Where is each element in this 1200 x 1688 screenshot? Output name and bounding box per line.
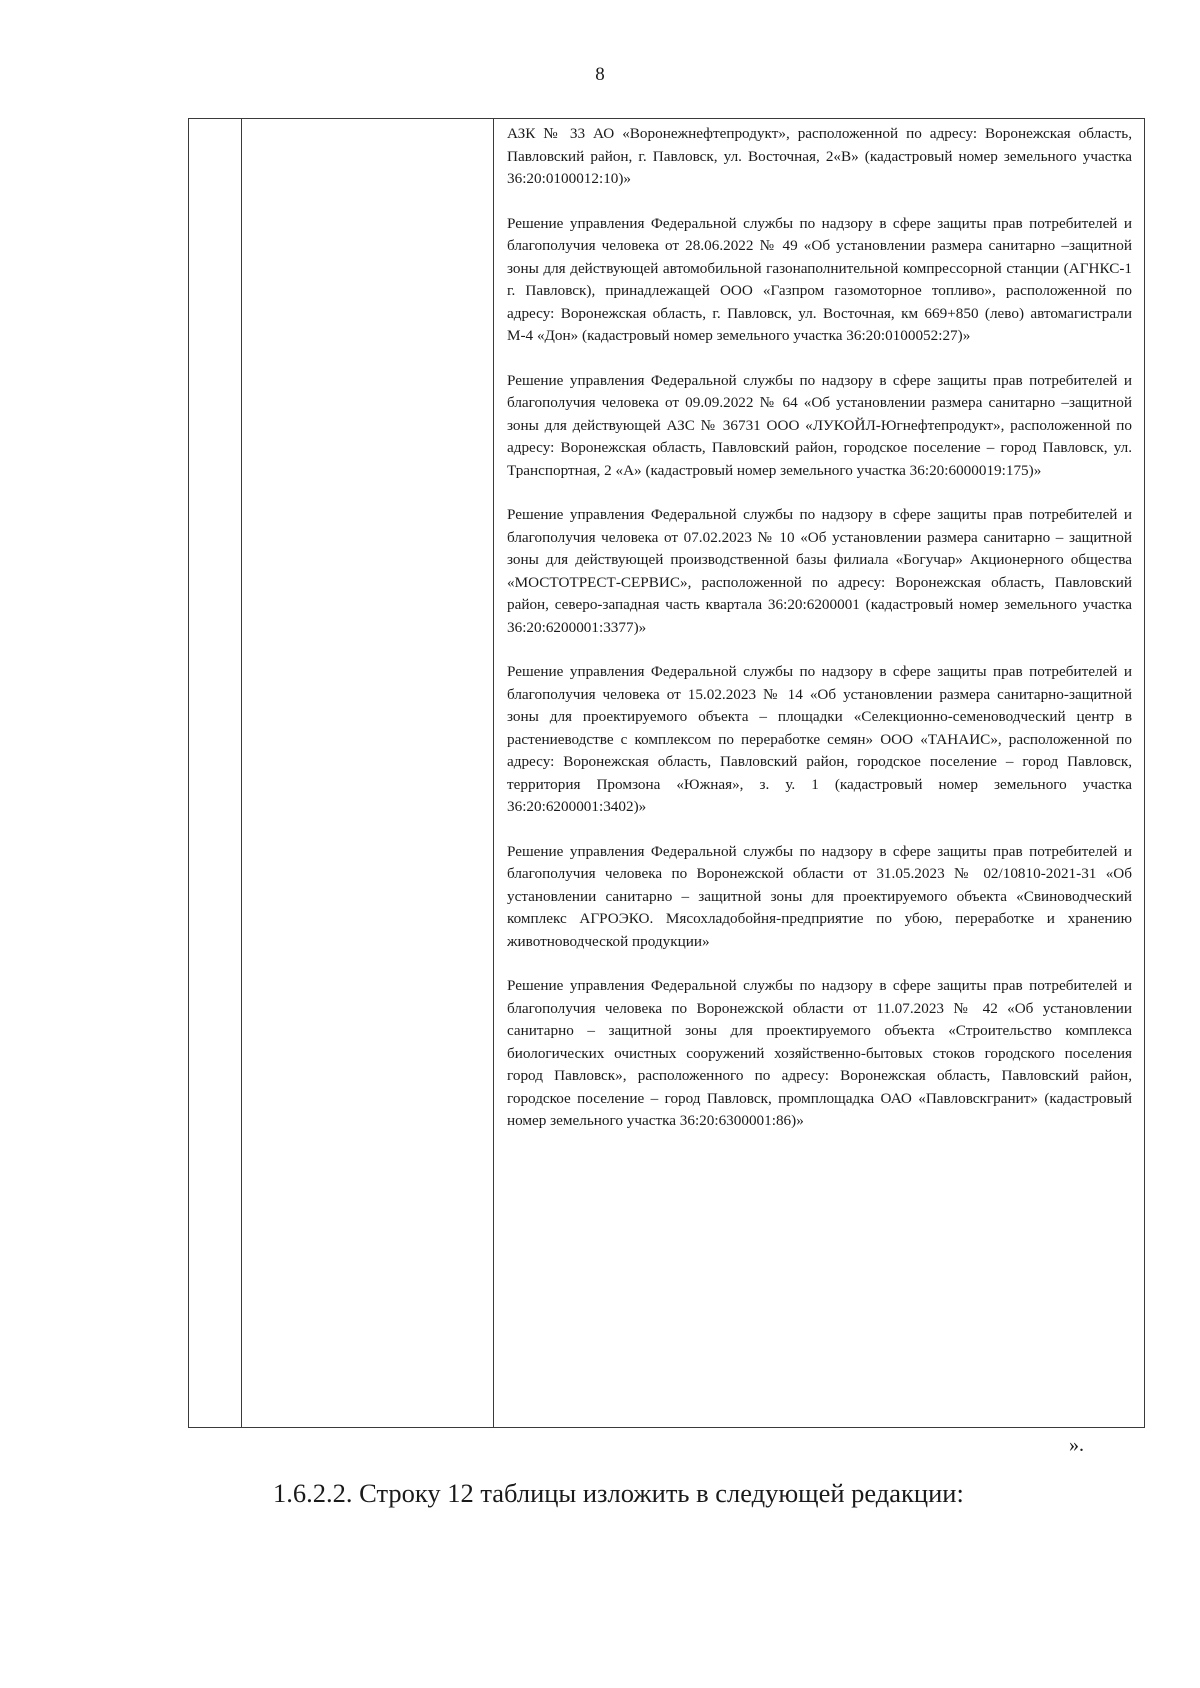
table-column-divider <box>241 119 242 1427</box>
table-cell-decisions <box>507 123 1132 1133</box>
amendment-instruction: 1.6.2.2. Строку 12 таблицы изложить в следующей редакции: <box>273 1478 964 1508</box>
document-table <box>188 118 1145 1428</box>
table-column-divider <box>493 119 494 1427</box>
page-number: 8 <box>595 64 605 85</box>
decision-paragraph: Решение управления Федеральной службы по надзору в сфере защиты прав потребителей и благополучия человека по Воронежской области от 31.05.2023 № 02/10810-2021-31 «Об установлении санитарно – защитной зоны для проектируемого объекта «Свиноводческий комплекс АГРОЭКО. Мясохладобойня-предприятие по убою, переработке и хранению животноводческой продукции» <box>507 842 1132 950</box>
decision-paragraph: Решение управления Федеральной службы по надзору в сфере защиты прав потребителей и благополучия человека от 07.02.2023 № 10 «Об установлении размера санитарно – защитной зоны для действующей производственной базы филиала «Богучар» Акционерного общества «МОСТОТРЕСТ-СЕРВИС», расположенной по адресу: Воронежская область, Павловский район, северо-западная часть квартала 36:20:6200001 (кадастровый номер земельного участка 36:20:6200001:3377)» <box>507 506 1132 636</box>
closing-quote-mark: ». <box>1069 1434 1084 1456</box>
decision-paragraph: Решение управления Федеральной службы по надзору в сфере защиты прав потребителей и благополучия человека от 28.06.2022 № 49 «Об установлении размера санитарно –защитной зоны для действующей автомобильной газонаполнительной компрессорной станции (АГНКС-1 г. Павловск), принадлежащей ООО «Газпром газомоторное топливо», расположенной по адресу: Воронежская область, г. Павловск, ул. Восточная, км 669+850 (лево) автомагистрали М-4 «Дон» (кадастровый номер земельного участка 36:20:0100052:27)» <box>507 214 1132 344</box>
decision-paragraph: Решение управления Федеральной службы по надзору в сфере защиты прав потребителей и благополучия человека от 09.09.2022 № 64 «Об установлении размера санитарно –защитной зоны для действующей АЗС № 36731 ООО «ЛУКОЙЛ-Югнефтепродукт», расположенной по адресу: Воронежская область, Павловский район, городское поселение – город Павловск, ул. Транспортная, 2 «А» (кадастровый номер земельного участка 36:20:6000019:175)» <box>507 371 1132 479</box>
decision-paragraph: Решение управления Федеральной службы по надзору в сфере защиты прав потребителей и благополучия человека от 15.02.2023 № 14 «Об установлении размера санитарно-защитной зоны для проектируемого объекта – площадки «Селекционно-семеноводческий центр в растениеводстве с комплексом по переработке семян» ООО «ТАНАИС», расположенной по адресу: Воронежская область, Павловский район, городское поселение – город Павловск, территория Промзона «Южная», з. у. 1 (кадастровый номер земельного участка 36:20:6200001:3402)» <box>507 663 1132 815</box>
decision-paragraph: АЗК № 33 АО «Воронежнефтепродукт», расположенной по адресу: Воронежская область, Павловский район, г. Павловск, ул. Восточная, 2«В» (кадастровый номер земельного участка 36:20:0100012:10)» <box>507 125 1132 187</box>
decision-paragraph: Решение управления Федеральной службы по надзору в сфере защиты прав потребителей и благополучия человека по Воронежской области от 11.07.2023 № 42 «Об установлении санитарно – защитной зоны для проектируемого объекта «Строительство комплекса биологических очистных сооружений хозяйственно-бытовых стоков городского поселения город Павловск», расположенного по адресу: Воронежская область, Павловский район, городское поселение – город Павловск, промплощадка ОАО «Павловскгранит» (кадастровый номер земельного участка 36:20:6300001:86)» <box>507 977 1132 1129</box>
